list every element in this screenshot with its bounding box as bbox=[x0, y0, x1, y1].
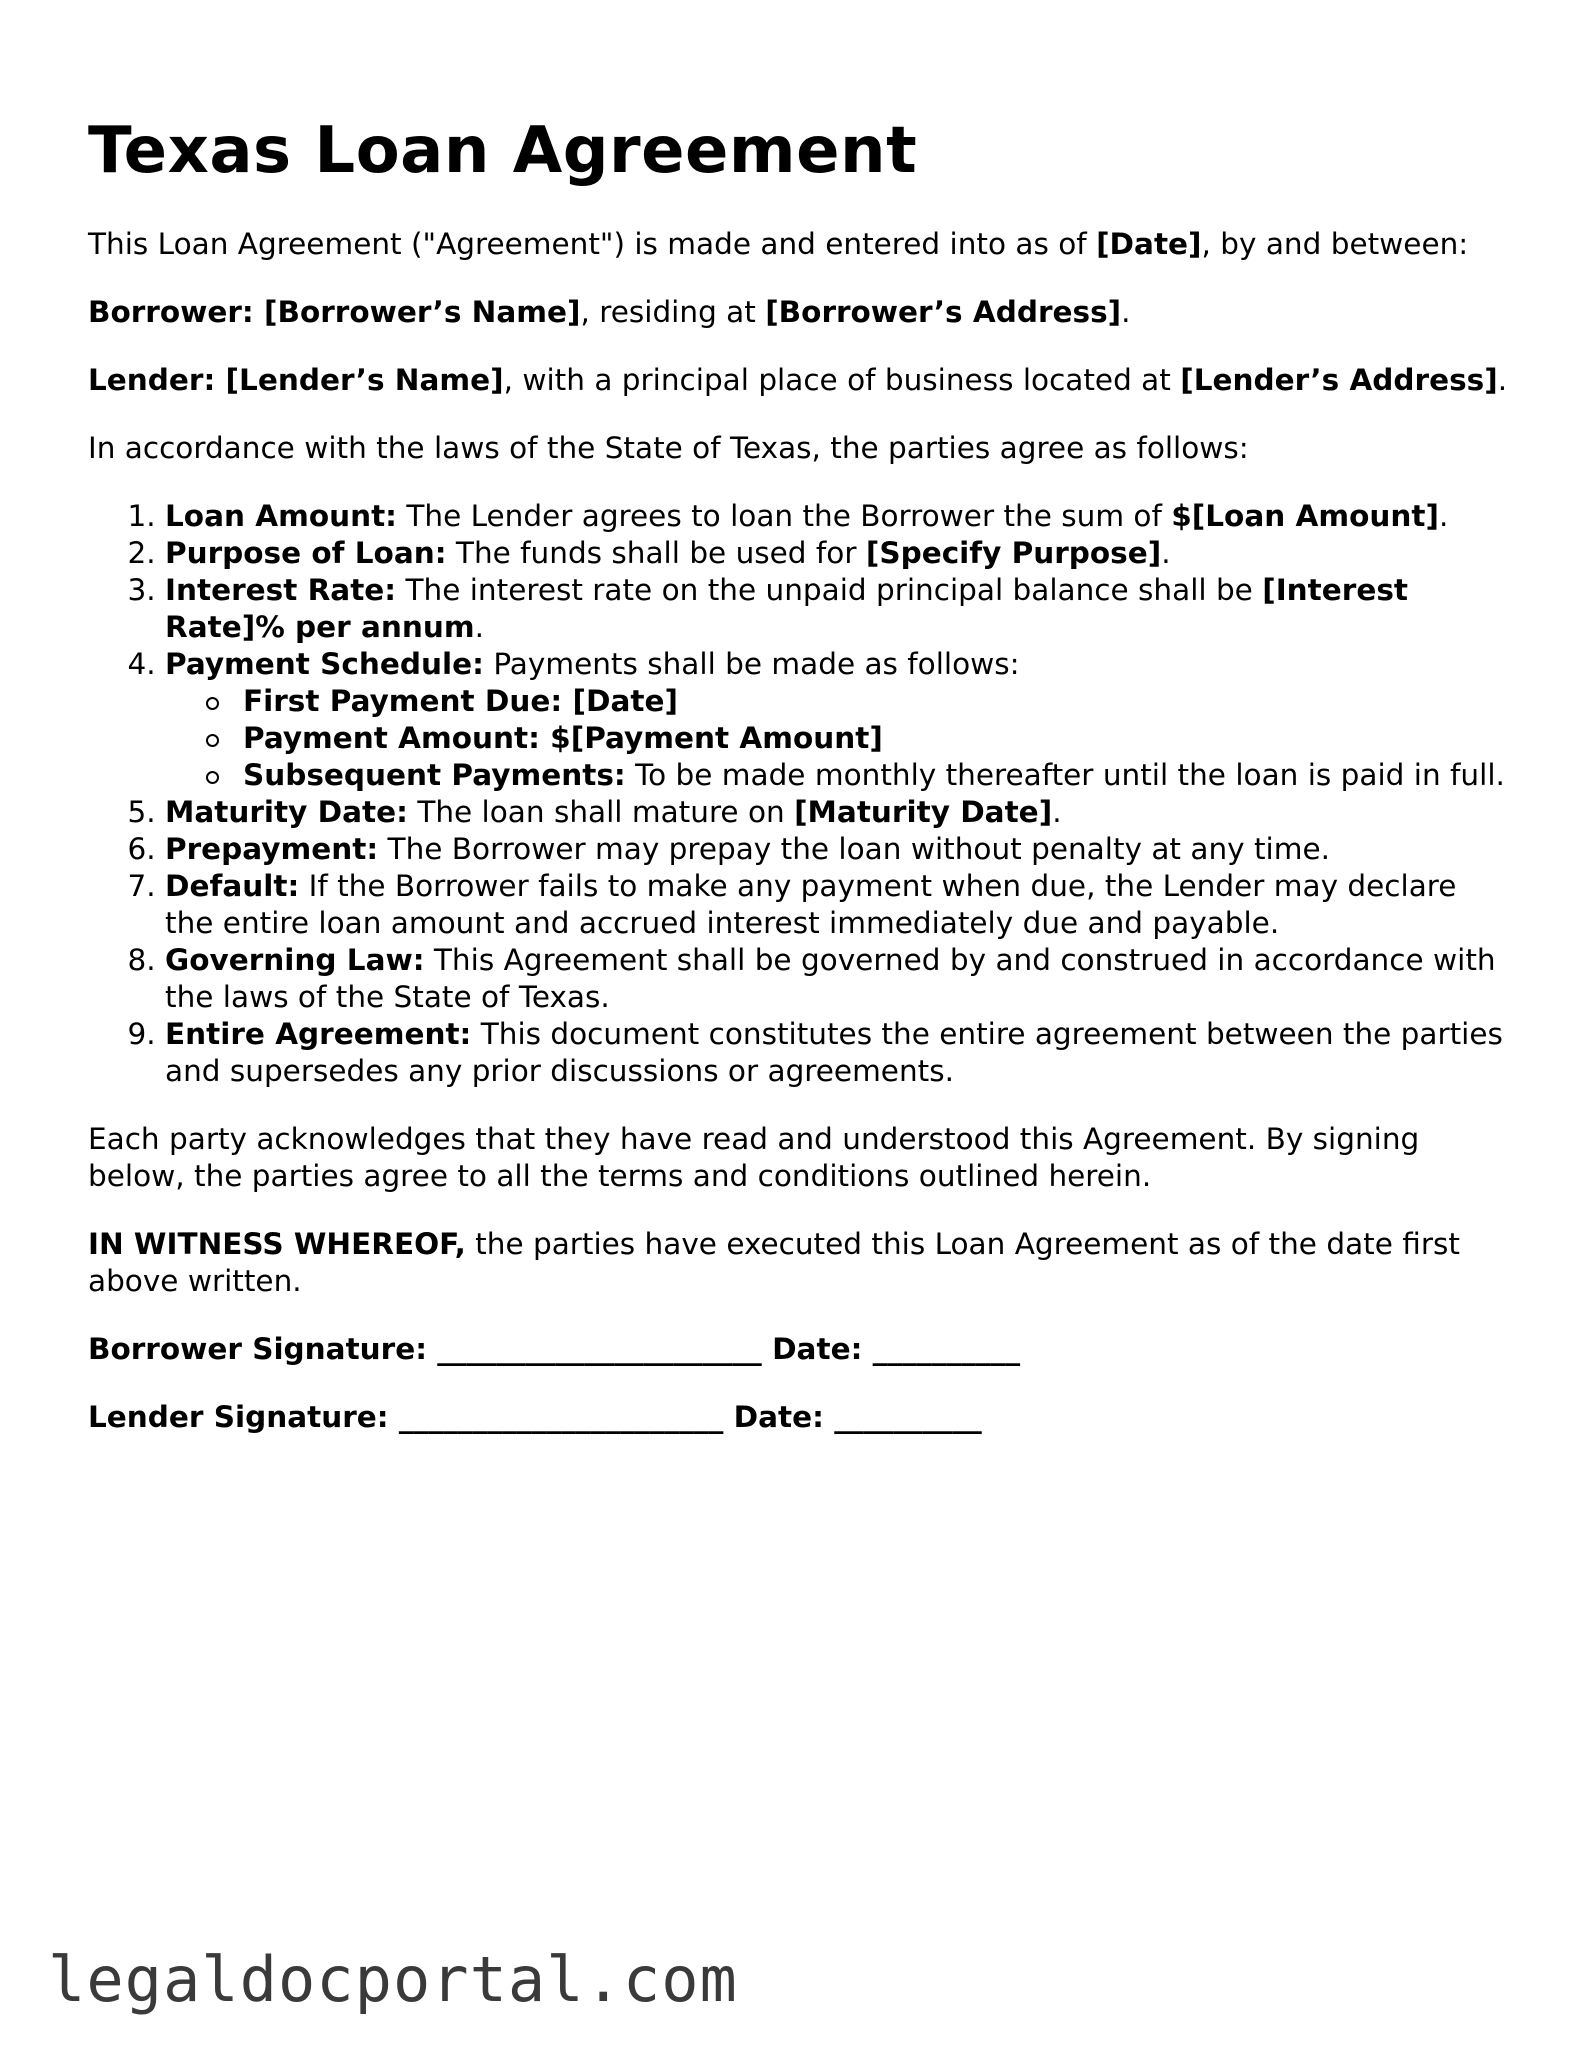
term-item: 9. Entire Agreement: This document constitutes the entire agreement between the parties and supersedes any prior discussions or agreements. bbox=[165, 1016, 1508, 1090]
term-item: 5. Maturity Date: The loan shall mature on [Maturity Date]. bbox=[165, 794, 1508, 831]
intro-date: [Date] bbox=[1096, 227, 1202, 261]
term-item: 2. Purpose of Loan: The funds shall be used for [Specify Purpose]. bbox=[165, 535, 1508, 572]
borrower-paragraph: Borrower: [Borrower’s Name], residing at [Borrower’s Address]. bbox=[88, 295, 1131, 329]
term-item: 3. Interest Rate: The interest rate on the unpaid principal balance shall be [Interest Rate]% per annum. bbox=[165, 572, 1508, 646]
lender-address: [Lender’s Address] bbox=[1180, 363, 1498, 397]
schedule-item: Subsequent Payments: To be made monthly thereafter until the loan is paid in full. bbox=[243, 757, 1508, 794]
document-page bbox=[88, 108, 1508, 1467]
term-item: 4. Payment Schedule: Payments shall be made as follows: First Payment Due: [Date] Payment Amount: $[Payment Amount] Subsequent Payments: To be made monthly thereafter until the loan is paid in full. bbox=[165, 646, 1508, 794]
acknowledge-paragraph: Each party acknowledges that they have read and understood this Agreement. By signing below, the parties agree to all the terms and conditions outlined herein. bbox=[88, 1122, 1420, 1193]
schedule-item: First Payment Due: [Date] bbox=[243, 683, 1508, 720]
accordance-paragraph: In accordance with the laws of the State of Texas, the parties agree as follows: bbox=[88, 431, 1249, 465]
document-title: Texas Loan Agreement bbox=[88, 114, 918, 188]
borrower-address: [Borrower’s Address] bbox=[765, 295, 1122, 329]
terms-list bbox=[88, 498, 1508, 1090]
witness-paragraph: IN WITNESS WHEREOF, the parties have executed this Loan Agreement as of the date first above written. bbox=[88, 1227, 1460, 1298]
watermark: legaldocportal.com bbox=[48, 1943, 738, 2016]
borrower-label: Borrower: [Borrower’s Name] bbox=[88, 295, 581, 329]
lender-label: Lender: [Lender’s Name] bbox=[88, 363, 504, 397]
term-item: 7. Default: If the Borrower fails to make any payment when due, the Lender may declare the entire loan amount and accrued interest immediately due and payable. bbox=[165, 868, 1508, 942]
schedule-item: Payment Amount: $[Payment Amount] bbox=[243, 720, 1508, 757]
lender-signature-line: Lender Signature: ______________________ Date: __________ bbox=[88, 1400, 982, 1434]
term-item: 1. Loan Amount: The Lender agrees to loan the Borrower the sum of $[Loan Amount]. bbox=[165, 498, 1508, 535]
term-item: 6. Prepayment: The Borrower may prepay the loan without penalty at any time. bbox=[165, 831, 1508, 868]
term-item: 8. Governing Law: This Agreement shall be governed by and construed in accordance with the laws of the State of Texas. bbox=[165, 942, 1508, 1016]
borrower-signature-line: Borrower Signature: ______________________ Date: __________ bbox=[88, 1332, 1021, 1366]
intro-paragraph: This Loan Agreement ("Agreement") is made and entered into as of [Date], by and between: bbox=[88, 227, 1469, 261]
payment-schedule-list bbox=[165, 683, 1508, 794]
lender-paragraph: Lender: [Lender’s Name], with a principal place of business located at [Lender’s Address]. bbox=[88, 363, 1508, 397]
